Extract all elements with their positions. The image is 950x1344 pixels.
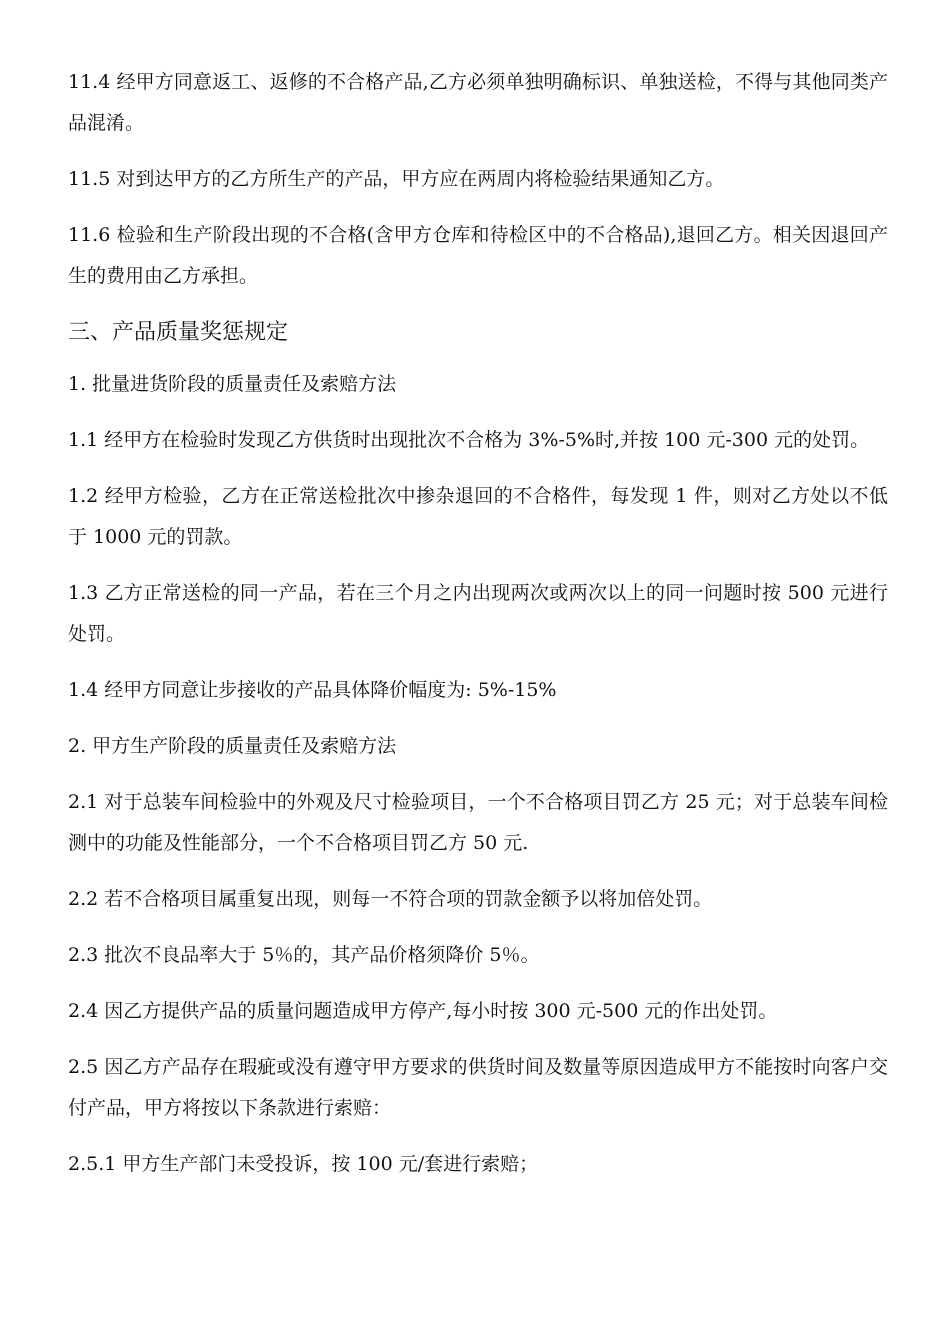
section-heading-3: 三、产品质量奖惩规定 <box>68 320 289 345</box>
clause-2-3: 2.3 批次不良品率大于 5％的，其产品价格须降价 5％。 <box>68 944 540 966</box>
clause-1-4: 1.4 经甲方同意让步接收的产品具体降价幅度为: 5%-15% <box>68 679 557 701</box>
clause-11-4: 11.4 经甲方同意返工、返修的不合格产品,乙方必须单独明确标识、单独送检，不得与其他同类产品混淆。 <box>68 71 888 134</box>
document-page <box>68 62 888 1200</box>
clause-1-2: 1.2 经甲方检验，乙方在正常送检批次中掺杂退回的不合格件，每发现 1 件，则对乙方处以不低于 1000 元的罚款。 <box>68 485 888 548</box>
clause-2-2: 2.2 若不合格项目属重复出现，则每一不符合项的罚款金额予以将加倍处罚。 <box>68 888 713 910</box>
clause-11-5: 11.5 对到达甲方的乙方所生产的产品，甲方应在两周内将检验结果通知乙方。 <box>68 168 725 190</box>
clause-2-1: 2.1 对于总装车间检验中的外观及尺寸检验项目，一个不合格项目罚乙方 25 元；对于总装车间检测中的功能及性能部分，一个不合格项目罚乙方 50 元. <box>68 791 888 854</box>
clause-1-1: 1.1 经甲方在检验时发现乙方供货时出现批次不合格为 3%-5%时,并按 100 元-300 元的处罚。 <box>68 429 870 451</box>
clause-2-5-1: 2.5.1 甲方生产部门未受投诉，按 100 元/套进行索赔； <box>68 1153 539 1175</box>
clause-2-5: 2.5 因乙方产品存在瑕疵或没有遵守甲方要求的供货时间及数量等原因造成甲方不能按时向客户交付产品，甲方将按以下条款进行索赔： <box>68 1056 888 1119</box>
clause-2-heading: 2. 甲方生产阶段的质量责任及索赔方法 <box>68 735 397 757</box>
clause-1-heading: 1. 批量进货阶段的质量责任及索赔方法 <box>68 373 397 395</box>
clause-11-6: 11.6 检验和生产阶段出现的不合格(含甲方仓库和待检区中的不合格品),退回乙方。相关因退回产生的费用由乙方承担。 <box>68 224 888 287</box>
clause-1-3: 1.3 乙方正常送检的同一产品，若在三个月之内出现两次或两次以上的同一问题时按 500 元进行处罚。 <box>68 582 888 645</box>
clause-2-4: 2.4 因乙方提供产品的质量问题造成甲方停产,每小时按 300 元-500 元的作出处罚。 <box>68 1000 778 1022</box>
